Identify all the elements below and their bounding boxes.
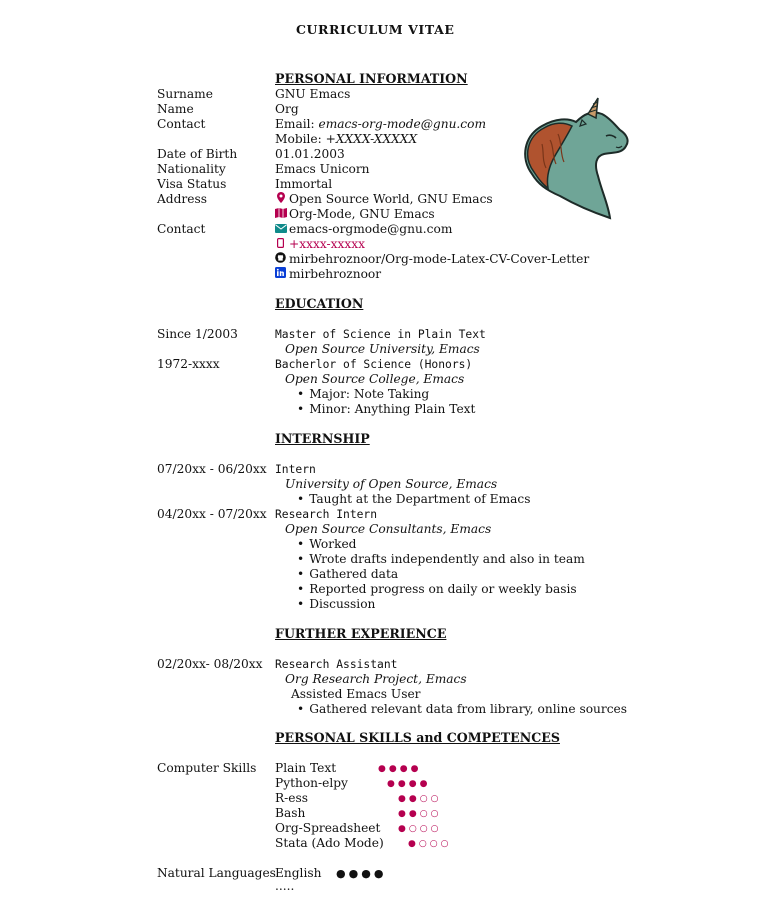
education-institution: Open Source University, Emacs <box>285 342 480 356</box>
internship-bullet: • Discussion <box>297 597 375 611</box>
rating-dot-filled: ● <box>408 794 417 804</box>
rating-dot-empty: ○ <box>419 824 428 834</box>
internship-date: 07/20xx - 06/20xx <box>157 462 267 476</box>
mobile-line <box>275 132 417 146</box>
address-label: Address <box>157 192 207 206</box>
skill-name: Org-Spreadsheet <box>275 821 381 835</box>
education-date: Since 1/2003 <box>157 327 238 341</box>
github-text[interactable]: mirbehroznoor/Org-mode-Latex-CV-Cover-Letter <box>289 252 590 266</box>
rating-dot-filled: ● <box>388 764 397 774</box>
education-degree: Bacherlor of Science (Honors) <box>275 358 473 371</box>
dob-label: Date of Birth <box>157 147 238 161</box>
contact-label-2: Contact <box>157 222 206 236</box>
rating-dot-empty: ○ <box>408 824 417 834</box>
name-value: Org <box>275 102 299 116</box>
experience-note: Assisted Emacs User <box>291 687 421 701</box>
linkedin-icon <box>275 267 286 281</box>
internship-bullet: • Reported progress on daily or weekly basis <box>297 582 577 596</box>
rating-dot-filled: ● <box>399 764 408 774</box>
education-degree: Master of Science in Plain Text <box>275 328 486 341</box>
contact-phone-line <box>275 237 365 251</box>
rating-dot-empty: ○ <box>418 839 427 849</box>
education-bullet: • Major: Note Taking <box>297 387 429 401</box>
rating-dot-filled: ● <box>378 764 386 774</box>
page-title: CURRICULUM VITAE <box>296 22 455 37</box>
map-marker-icon <box>275 192 286 206</box>
email-value[interactable]: emacs-org-mode@gnu.com <box>318 117 487 131</box>
nationality-value: Emacs Unicorn <box>275 162 370 176</box>
section-heading-internship: INTERNSHIP <box>275 431 370 446</box>
name-label: Name <box>157 102 194 116</box>
internship-date: 04/20xx - 07/20xx <box>157 507 267 521</box>
skill-name: Stata (Ado Mode) <box>275 836 384 850</box>
skill-rating <box>398 791 441 805</box>
education-date: 1972-xxxx <box>157 357 220 371</box>
dob-value: 01.01.2003 <box>275 147 345 161</box>
rating-dot-filled: ● <box>419 779 428 789</box>
language-rating <box>336 866 386 880</box>
rating-dot-filled: ● <box>397 779 406 789</box>
skill-name: Plain Text <box>275 761 337 775</box>
skill-rating <box>387 776 430 790</box>
github-line <box>275 252 589 266</box>
natural-languages-label: Natural Languages <box>157 866 276 880</box>
mobile-value: +XXXX-XXXXX <box>325 132 418 146</box>
rating-dot-filled: ● <box>348 867 359 880</box>
email-prefix: Email: <box>275 117 315 131</box>
address-1-text: Open Source World, GNU Emacs <box>289 192 493 206</box>
internship-bullet: • Wrote drafts independently and also in team <box>297 552 585 566</box>
rating-dot-filled: ● <box>387 779 395 789</box>
contact-email-text[interactable]: emacs-orgmode@gnu.com <box>289 222 453 236</box>
rating-dot-filled: ● <box>408 839 416 849</box>
computer-skills-label: Computer Skills <box>157 761 257 775</box>
rating-dot-filled: ● <box>398 794 406 804</box>
experience-org: Org Research Project, Emacs <box>285 672 467 686</box>
surname-label: Surname <box>157 87 213 101</box>
mobile-phone-icon <box>275 237 286 251</box>
github-icon <box>275 252 286 266</box>
rating-dot-empty: ○ <box>430 809 439 819</box>
education-bullet: • Minor: Anything Plain Text <box>297 402 475 416</box>
rating-dot-filled: ● <box>373 867 384 880</box>
rating-dot-empty: ○ <box>440 839 449 849</box>
experience-date: 02/20xx- 08/20xx <box>157 657 263 671</box>
envelope-icon <box>275 222 286 236</box>
visa-label: Visa Status <box>157 177 227 191</box>
skill-rating <box>408 836 451 850</box>
address-line-2 <box>275 207 435 221</box>
rating-dot-filled: ● <box>361 867 371 880</box>
rating-dot-filled: ● <box>398 809 406 819</box>
visa-value: Immortal <box>275 177 333 191</box>
rating-dot-empty: ○ <box>419 794 428 804</box>
education-institution: Open Source College, Emacs <box>285 372 465 386</box>
skill-rating <box>378 761 421 775</box>
linkedin-text[interactable]: mirbehroznoor <box>289 267 382 281</box>
surname-value: GNU Emacs <box>275 87 351 101</box>
contact-phone-text: +xxxx-xxxxx <box>289 237 365 251</box>
skill-rating <box>398 806 441 820</box>
rating-dot-filled: ● <box>410 764 419 774</box>
contact-label: Contact <box>157 117 206 131</box>
internship-bullet: • Worked <box>297 537 356 551</box>
rating-dot-empty: ○ <box>419 809 428 819</box>
address-line-1 <box>275 192 493 206</box>
internship-role: Intern <box>275 463 316 476</box>
internship-org: University of Open Source, Emacs <box>285 477 498 491</box>
rating-dot-empty: ○ <box>430 824 439 834</box>
mobile-prefix: Mobile: <box>275 132 322 146</box>
rating-dot-filled: ● <box>336 867 346 880</box>
internship-org: Open Source Consultants, Emacs <box>285 522 492 536</box>
internship-bullet: • Gathered data <box>297 567 398 581</box>
rating-dot-filled: ● <box>398 824 406 834</box>
nationality-label: Nationality <box>157 162 226 176</box>
rating-dot-filled: ● <box>408 779 417 789</box>
internship-bullet: • Taught at the Department of Emacs <box>297 492 530 506</box>
section-heading-skills: PERSONAL SKILLS and COMPETENCES <box>275 730 560 745</box>
experience-bullet: • Gathered relevant data from library, online sources <box>297 702 627 716</box>
skill-name: Bash <box>275 806 306 820</box>
experience-role: Research Assistant <box>275 658 398 671</box>
section-heading-education: EDUCATION <box>275 296 364 311</box>
contact-email-line <box>275 222 452 236</box>
rating-dot-empty: ○ <box>430 794 439 804</box>
rating-dot-empty: ○ <box>429 839 438 849</box>
email-line <box>275 117 486 131</box>
section-heading-personal: PERSONAL INFORMATION <box>275 71 468 86</box>
linkedin-line <box>275 267 381 281</box>
map-icon <box>275 207 286 221</box>
language-name: English <box>275 866 322 880</box>
section-heading-further-experience: FURTHER EXPERIENCE <box>275 626 447 641</box>
rating-dot-filled: ● <box>408 809 417 819</box>
skill-name: R-ess <box>275 791 309 805</box>
skill-name: Python-elpy <box>275 776 348 790</box>
unicorn-logo-icon <box>512 96 632 220</box>
internship-role: Research Intern <box>275 508 378 521</box>
languages-more: ..... <box>275 879 295 893</box>
address-2-text: Org-Mode, GNU Emacs <box>289 207 435 221</box>
skill-rating <box>398 821 441 835</box>
